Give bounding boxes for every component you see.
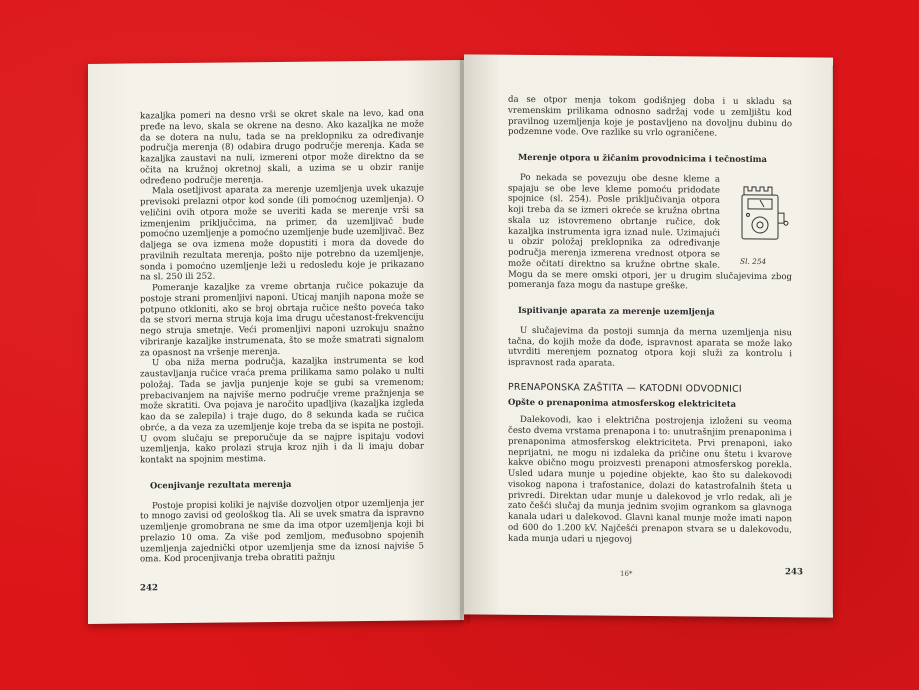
left-page — [88, 60, 464, 624]
subheading: Opšte o prenaponima atmosferskog elektriciteta — [508, 396, 737, 409]
paragraph: Mala osetljivost aparata za merenje uzemljenja uvek ukazuje previsoki prelazni otpor kod sonde (ili pomoćnog uzemljenja). O veličini ovih otpora može se uveriti kada se merenje vrši sa izmenjenim priključcima, na primer, da uzemljivač bude pomoćno uzemljenje a pomoćno uzemljenje bude uzemljivač. Bez daljega se ova izmena može dopustiti i mora da dovede do pravilnih rezultata merenja, pošto nije potrebno da uzemljenje, sonda i pomoćno uzemljenje leži u redosledu koje je prikazano na sl. 250 ili 252. — [140, 183, 424, 283]
section-heading: Ocenjivanje rezultata merenja — [150, 478, 292, 491]
paragraph: kazaljka pomeri na desno vrši se okret skale na levo, kad ona pređe na levo, skala se okrene na desno. Ako kazaljka ne može da se dotera na nulu, tada se na preklopniku za određivanje područja merenja (8) odabira drugo područje merenja. Kada se kazaljka zaustavi na nuli, izmereni otpor može direktno da se očita na kružnoj okretnoj skali, a uzima se u obzir ranije određeno područje merenja. — [140, 108, 424, 186]
figure-caption: Sl. 254 — [740, 256, 767, 266]
paragraph: U slučajevima da postoji sumnja da merna uzemljenja nisu tačna, do kojih može da dođe, ispravnost aparata se može lako utvrditi merenjem poznatog otpora koji služi za kontrolu i ispravnost rada aparata. — [508, 325, 792, 369]
page-edges — [831, 66, 833, 614]
figure-254 — [726, 178, 792, 265]
paragraph: Postoje propisi koliki je najviše dozvoljen otpor uzemljenja jer to mnogo zavisi od geološkog tla. Ali se uvek smatra da ispravno uzemljenje gromobrana ne sme da ima otpor uzemljenja koji bi prelazio 10 oma. Za više pod zemljom, međusobno spojenih uzemljenja zajednički otpor uzemljenja sme da iznosi najviše 5 oma. Kod procenjivanja treba obratiti pažnju — [140, 497, 424, 565]
chapter-title: PRENAPONSKA ZAŠTITA — KATODNI ODVODNICI — [508, 381, 742, 395]
paragraph: da se otpor menja tokom godišnjeg doba i u skladu sa vremenskim prilikama odnosno sadržaj vode u zemljištu kod pravilnog uzemljenja koje je postavljeno na dovoljnu dubinu do podzemne vode. Ove razlike su vrlo ograničene. — [508, 94, 792, 139]
measuring-device-illustration — [726, 178, 792, 257]
open-book — [88, 52, 833, 612]
page-number-right: 243 — [785, 567, 803, 578]
left-page-text — [140, 108, 424, 565]
section-heading: Ispitivanje aparata za merenje uzemljenja — [518, 304, 715, 317]
section-heading: Merenje otpora u žičanim provodnicima i tečnostima — [518, 151, 767, 165]
paragraph: Dalekovodi, kao i električna postrojenja izloženi su veoma često dvema vrstama prenapona i to: unutrašnjim prenaponima i prenaponima atmosferskog elektriciteta. Prvi prenaponi, iako neprijatni, ne mogu ni izdaleka da pričine onu štetu i kvarove kakve obično mogu proizvesti prenaponi atmosferskog porekla. Usled udara munje u pojedine objekte, kao što su dalekovodi visokog napona i trafostanice, dolazi do katastrofalnih šteta u privredi. Direktan udar munje u dalekovod je vrlo redak, ali je zato češći slučaj da munja jednim svojim ogrankom sa glavnoga kanala udari u dalekovod. Glavni kanal munje može imati napon od 600 do 1.200 kV. Najčešći prenapon stvara se u dalekovodu, kada munja udari u njegovoj — [508, 415, 792, 545]
paragraph: Po nekada se povezuju obe desne kleme a spajaju se obe leve kleme pomoću pridodate spojnice (sl. 254). Posle priključivanja otpora koji treba da se izmeri okreće se kružna obrtna skala uz istovremeno obrtanje ručice, dok kazaljka instrumenta igra iznad nule. Uzimajući u obzir položaj preklopnika za određivanje područja merenja izmerena vrednost otpora se može očitati direktno sa kružne obrtne skale. Mogu da se mere omski otpori, jer u drugim slučajevima zbog pomeranja faza mogu da nastupe greške. — [508, 172, 792, 292]
paragraph: U oba niža merna područja, kazaljka instrumenta se kod zaustavljanja ručice vraća prema prilikama samo polako u nulti položaj. Tada se javlja punjenje koje se gubi sa vremenom; prebacivanjem na najviše merno područje vreme pražnjenja se može skratiti. Ova pojava je naročito upadljiva (kazaljka izgleda kao da se zalepila) i traje dugo, do 8 sekunda kada se ručica obrće, a da veza za uzemljenje koje treba da se ispita ne postoji. U ovom slučaju se preporučuje da se najpre ispitaju vodovi uzemljenja, kako prolazi struja kroz njih i da li imaju dobar kontakt na spojnim mestima. — [140, 355, 424, 466]
printer-signature: 16* — [620, 569, 633, 578]
paragraph: Pomeranje kazaljke za vreme obrtanja ručice pokazuje da postoje strani promenljivi naponi. Uticaj manjih napona može se potpuno otkloniti, ako se broj obrtaja ručice nešto poveća tako da se stvori merna struja koja ima drugu učestanost-frekvenciju nego struja smetnje. Veći promenljivi naponi uzrokuju snažno vibriranje kazaljke instrumenata, što se može smatrati signalom za opasnost na vršenje merenja. — [140, 280, 424, 358]
right-page — [464, 54, 833, 617]
page-number-left: 242 — [140, 583, 158, 594]
right-page-text — [508, 95, 792, 547]
